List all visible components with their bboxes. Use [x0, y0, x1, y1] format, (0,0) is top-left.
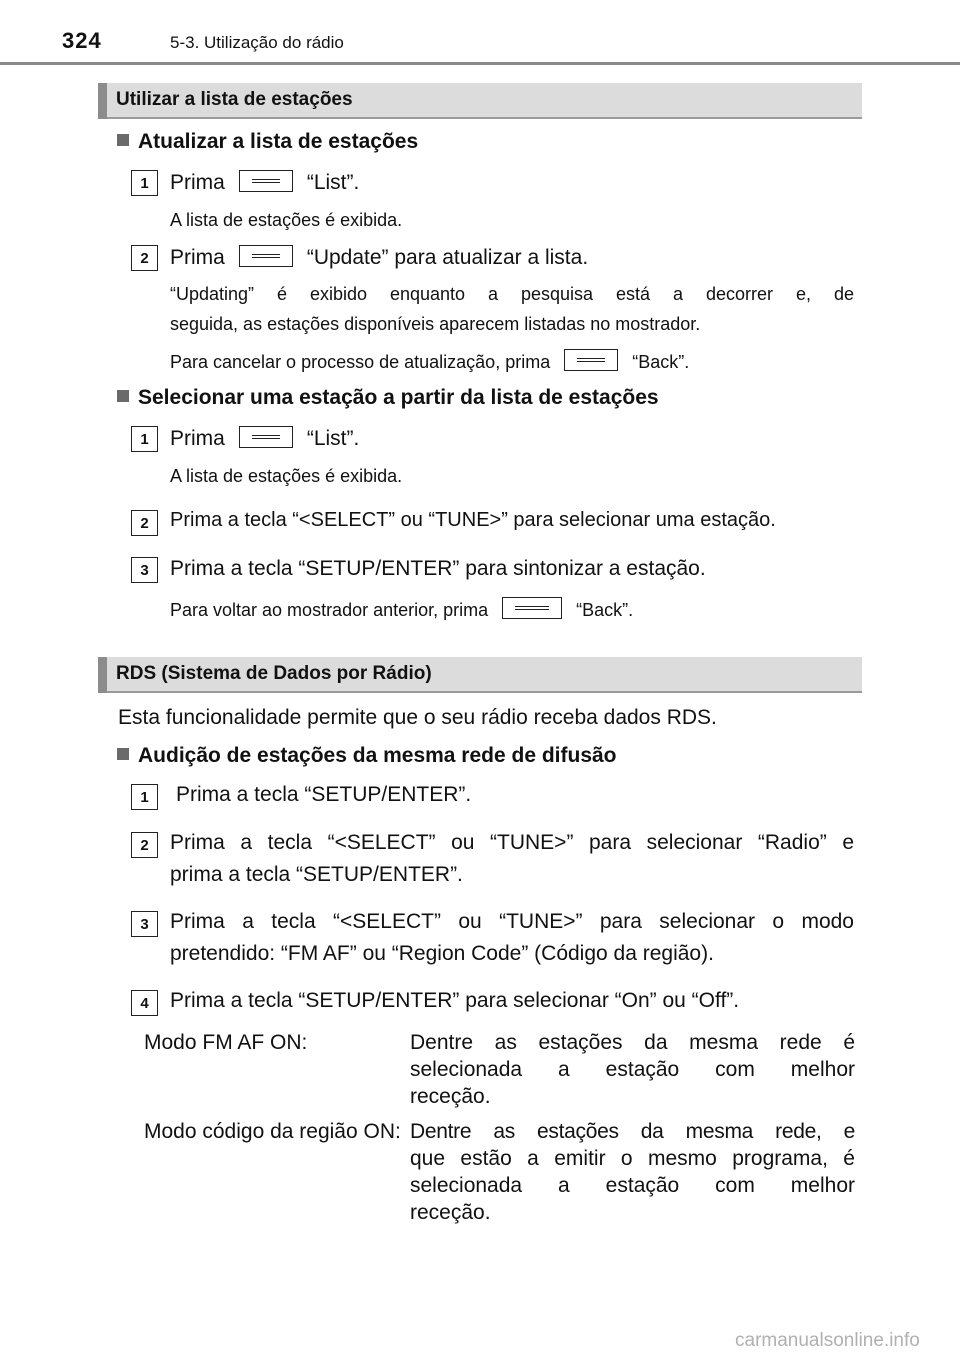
section-header-station-list: [98, 83, 862, 119]
step-number: 3: [131, 911, 158, 937]
square-bullet-icon: [117, 748, 129, 760]
square-bullet-icon: [117, 134, 129, 146]
subheading-text: Selecionar uma estação a partir da lista de estações: [138, 386, 659, 409]
step-number: 2: [131, 832, 158, 858]
mode-desc-line: receção.: [410, 1201, 491, 1224]
step-note: Para cancelar o processo de atualização, prima “Back”.: [170, 349, 689, 373]
step-text: Prima “List”.: [170, 171, 360, 194]
step-text: Prima a tecla “<SELECT” ou “TUNE>” para selecionar uma estação.: [170, 509, 776, 531]
step-number: 1: [131, 426, 158, 452]
subheading-text: Audição de estações da mesma rede de difusão: [138, 744, 617, 767]
section-title: RDS (Sistema de Dados por Rádio): [116, 663, 432, 684]
back-button-icon: [502, 597, 562, 619]
subheading-text: Atualizar a lista de estações: [138, 130, 419, 153]
step-text: Prima a tecla “<SELECT” ou “TUNE>” para selecionar o modo: [170, 910, 854, 933]
step-text: pretendido: “FM AF” ou “Region Code” (Código da região).: [170, 942, 714, 965]
step-number: 3: [131, 557, 158, 583]
step-number: 1: [131, 170, 158, 196]
header-rule: [0, 62, 960, 65]
back-button-icon: [564, 349, 618, 371]
mode-desc-line: Dentre as estações da mesma rede é: [410, 1031, 855, 1054]
step-text: prima a tecla “SETUP/ENTER”.: [170, 863, 463, 886]
section-header-rds: [98, 657, 862, 693]
mode-label: Modo código da região ON:: [144, 1120, 401, 1143]
subheading-same-network: [117, 744, 617, 768]
step-note: A lista de estações é exibida.: [170, 210, 403, 230]
step-note: seguida, as estações disponíveis aparecem listadas no mostrador.: [170, 314, 701, 334]
step-note: A lista de estações é exibida.: [170, 466, 403, 486]
step-note: Para voltar ao mostrador anterior, prima “Back”.: [170, 597, 633, 621]
page-number: 324: [62, 28, 102, 53]
mode-desc-line: Dentre as estações da mesma rede, e: [410, 1120, 855, 1143]
subheading-update-list: [117, 130, 418, 154]
mode-desc-line: selecionada a estação com melhor: [410, 1058, 855, 1081]
list-button-icon: [239, 426, 293, 448]
step-note: “Updating” é exibido enquanto a pesquisa está a decorrer e, de: [170, 284, 854, 304]
mode-desc-line: receção.: [410, 1085, 491, 1108]
step-number: 1: [131, 784, 158, 810]
list-button-icon: [239, 170, 293, 192]
step-text: Prima a tecla “SETUP/ENTER” para selecionar “On” ou “Off”.: [170, 989, 740, 1012]
step-number: 2: [131, 245, 158, 271]
step-text: Prima a tecla “<SELECT” ou “TUNE>” para selecionar “Radio” e: [170, 831, 854, 854]
step-number: 4: [131, 990, 158, 1016]
step-text: Prima “Update” para atualizar a lista.: [170, 246, 589, 269]
step-number: 2: [131, 510, 158, 536]
step-text: Prima a tecla “SETUP/ENTER” para sintonizar a estação.: [170, 557, 706, 580]
update-button-icon: [239, 245, 293, 267]
section-title: Utilizar a lista de estações: [116, 89, 353, 110]
step-text: Prima “List”.: [170, 427, 360, 450]
mode-desc-line: selecionada a estação com melhor: [410, 1174, 855, 1197]
chapter-title: 5-3. Utilização do rádio: [170, 33, 344, 52]
intro-text: Esta funcionalidade permite que o seu rádio receba dados RDS.: [118, 706, 717, 729]
subheading-select-station: [117, 386, 659, 410]
mode-desc-line: que estão a emitir o mesmo programa, é: [410, 1147, 855, 1170]
mode-label: Modo FM AF ON:: [144, 1031, 308, 1054]
step-text: Prima a tecla “SETUP/ENTER”.: [176, 783, 472, 806]
watermark: carmanualsonline.info: [735, 1330, 920, 1351]
square-bullet-icon: [117, 390, 129, 402]
